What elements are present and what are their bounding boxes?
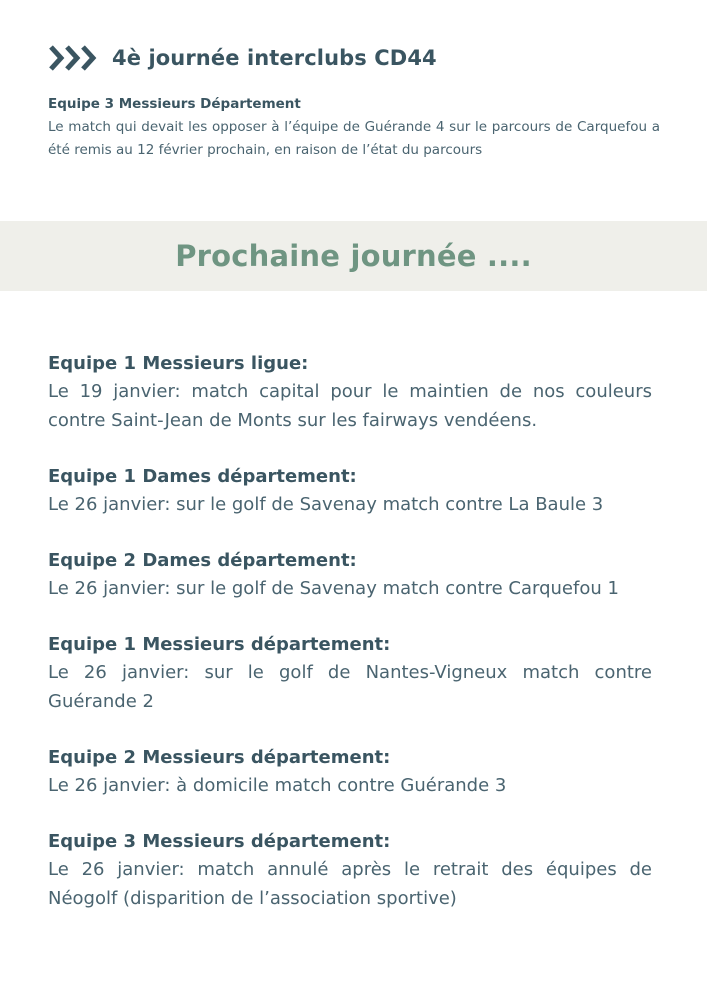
- triple-chevron-right-icon: [48, 43, 100, 73]
- fixture-item: [48, 463, 652, 519]
- fixture-heading: Equipe 1 Dames département:: [48, 466, 357, 487]
- fixture-body: Le 19 janvier: match capital pour le maintien de nos couleurs contre Saint-Jean de Monts sur les fairways vendéens.: [48, 381, 652, 431]
- notice-heading: Equipe 3 Messieurs Département: [48, 96, 301, 112]
- fixture-item: [48, 631, 652, 716]
- next-round-banner: [0, 221, 707, 291]
- fixture-body: Le 26 janvier: sur le golf de Savenay match contre Carquefou 1: [48, 578, 619, 599]
- fixture-heading: Equipe 2 Messieurs département:: [48, 747, 391, 768]
- fixtures-list: [48, 350, 652, 941]
- fixture-item: [48, 350, 652, 435]
- fixture-body: Le 26 janvier: match annulé après le retrait des équipes de Néogolf (disparition de l’association sportive): [48, 859, 652, 909]
- fixture-body: Le 26 janvier: sur le golf de Nantes-Vigneux match contre Guérande 2: [48, 662, 652, 712]
- page-title: 4è journée interclubs CD44: [112, 46, 437, 70]
- banner-title: Prochaine journée ....: [175, 239, 532, 273]
- fixture-heading: Equipe 2 Dames département:: [48, 550, 357, 571]
- header-row: [48, 42, 660, 74]
- fixture-item: [48, 744, 652, 800]
- fixture-body: Le 26 janvier: sur le golf de Savenay match contre La Baule 3: [48, 494, 604, 515]
- notice-body: Le match qui devait les opposer à l’équipe de Guérande 4 sur le parcours de Carquefou a été remis au 12 février prochain, en raison de l’état du parcours: [48, 119, 660, 158]
- fixture-body: Le 26 janvier: à domicile match contre Guérande 3: [48, 775, 507, 796]
- fixture-item: [48, 828, 652, 913]
- fixture-item: [48, 547, 652, 603]
- fixture-heading: Equipe 1 Messieurs ligue:: [48, 353, 309, 374]
- header-section: [48, 42, 660, 162]
- fixture-heading: Equipe 3 Messieurs département:: [48, 831, 391, 852]
- fixture-heading: Equipe 1 Messieurs département:: [48, 634, 391, 655]
